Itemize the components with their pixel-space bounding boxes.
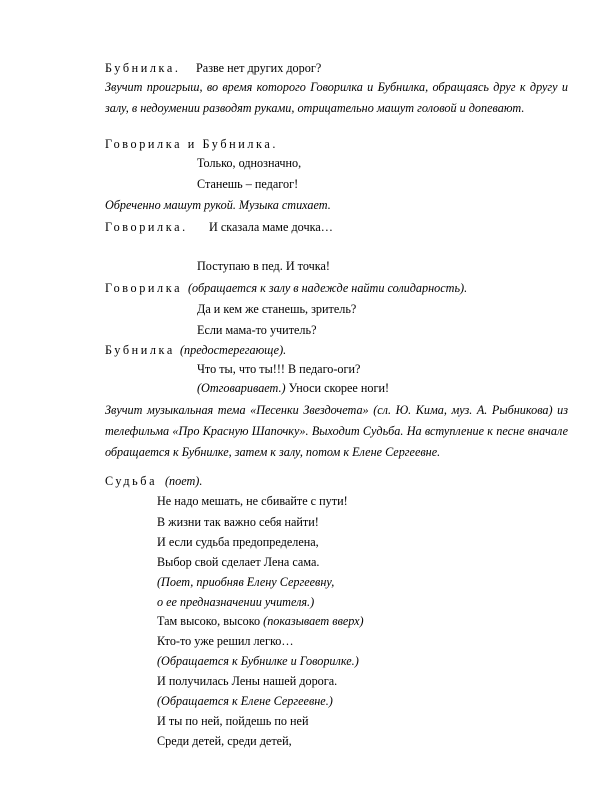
stage-direction: (Обращается к Елене Сергеевне.) [157,694,333,708]
stage-direction-paragraph: Звучит музыкальная тема «Песенки Звездочета» (сл. Ю. Кима, муз. А. Рыбникова) из телефильма «Про Красную Шапочку». Выходит Судьба. На вступление к песне вначале обращается к Бубнилке, затем к залу, потом к Елене Сергеевне. [105,403,568,459]
verse-text: Уноси скорее ноги! [288,381,390,395]
verse-text: Там высоко, высоко [157,614,261,628]
verse-line: Не надо мешать, не сбивайте с пути! [157,494,348,508]
stage-direction: (обращается к залу в надежде найти солидарность). [188,281,468,295]
dialogue-line: И сказала маме дочка… [209,220,333,234]
speaker-sudba: Судьба [105,474,158,488]
stage-direction: (поет). [165,474,203,488]
verse-line: В жизни так важно себя найти! [157,515,319,529]
verse-line: Только, однозначно, [197,156,302,170]
dialogue-line: Разве нет других дорог? [196,61,322,75]
stage-direction: (показывает вверх) [263,614,364,628]
stage-direction: (Поет, приобняв Елену Сергеевну, [157,575,335,589]
verse-line [197,381,389,396]
speaker-bubnilka: Бубнилка [105,343,175,357]
verse-line: Кто-то уже решил легко… [157,634,294,648]
stage-direction: (предостерегающе). [180,343,287,357]
verse-line: Среди детей, среди детей, [157,734,292,748]
stage-direction: (Обращается к Бубнилке и Говорилке.) [157,654,359,668]
verse-line: Да и кем же станешь, зритель? [197,302,357,316]
verse-line: И получилась Лены нашей дорога. [157,674,338,688]
speaker-bubnilka: Бубнилка. [105,61,181,75]
verse-line [157,614,364,629]
verse-line: И если судьба предопределена, [157,535,319,549]
verse-line: Станешь – педагог! [197,177,299,191]
verse-line: Если мама-то учитель? [197,323,317,337]
verse-line: Поступаю в пед. И точка! [197,259,330,273]
stage-direction: о ее предназначении учителя.) [157,595,315,609]
stage-direction: (Отговаривает.) [197,381,286,395]
speaker-govorilka: Говорилка. [105,220,188,234]
verse-line: Выбор свой сделает Лена сама. [157,555,320,569]
speaker-govorilka: Говорилка [105,281,183,295]
verse-line: И ты по ней, пойдешь по ней [157,714,309,728]
stage-direction: Обреченно машут рукой. Музыка стихает. [105,198,331,212]
verse-line: Что ты, что ты!!! В педаго-оги? [197,362,361,376]
speaker-both: Говорилка и Бубнилка. [105,137,279,151]
stage-direction-paragraph: Звучит проигрыш, во время которого Говорилка и Бубнилка, обращаясь друг к другу и залу, в недоумении разводят руками, отрицательно машут головой и допевают. [105,80,568,115]
